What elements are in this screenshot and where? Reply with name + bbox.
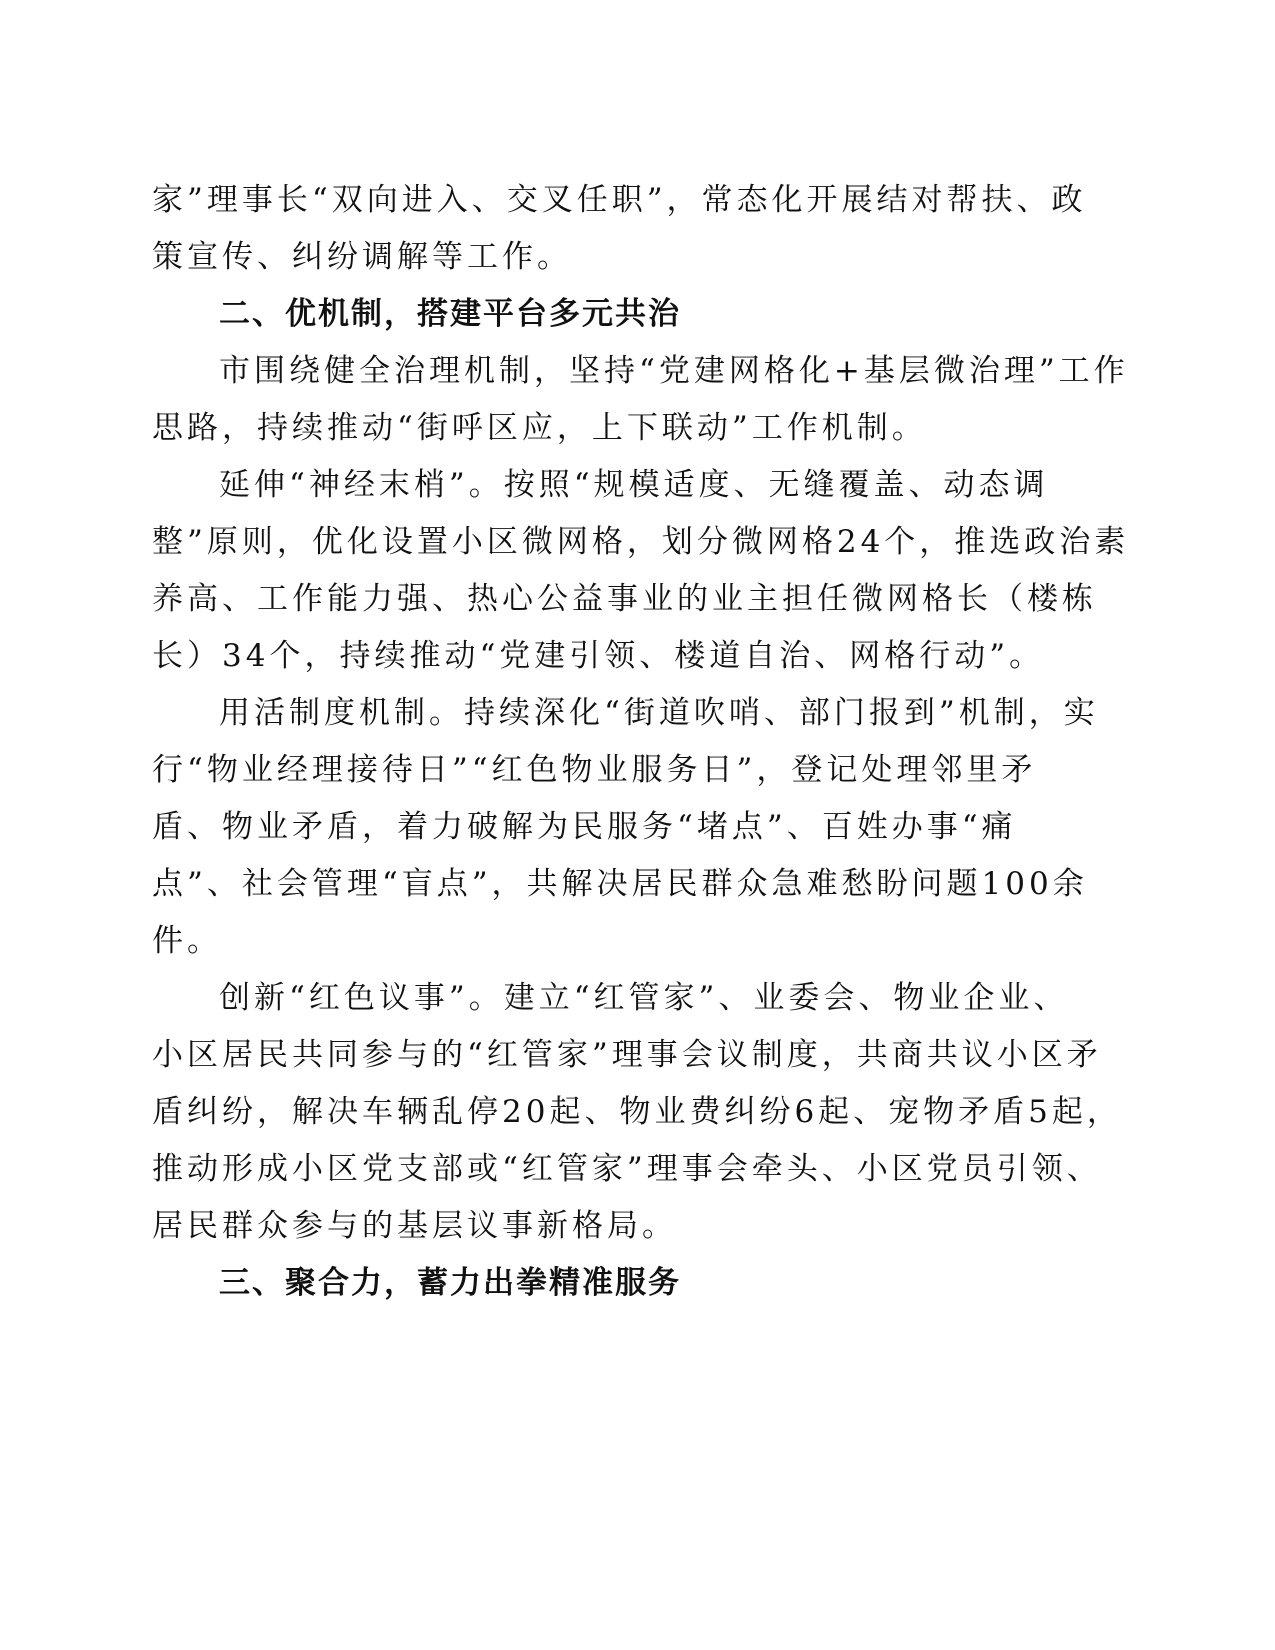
paragraph-line: 养高、工作能力强、热心公益事业的业主担任微网格长（楼栋: [152, 581, 1097, 617]
paragraph-line: 家”理事长“双向进入、交叉任职”，常态化开展结对帮扶、政: [152, 182, 1087, 218]
paragraph-line: 用活制度机制。持续深化“街道吹哨、部门报到”机制，实: [219, 695, 1099, 731]
paragraph-line: 长）34个，持续推动“党建引领、楼道自治、网格行动”。: [152, 638, 1045, 674]
paragraph-line: 整”原则，优化设置小区微网格，划分微网格24个，推选政治素: [152, 524, 1130, 560]
section-heading-3: 三、聚合力，蓄力出拳精准服务: [219, 1265, 681, 1301]
section-heading-2: 二、优机制，搭建平台多元共治: [219, 296, 681, 332]
paragraph-line: 盾纠纷，解决车辆乱停20起、物业费纠纷6起、宠物矛盾5起，: [152, 1094, 1122, 1130]
paragraph-line: 件。: [152, 923, 222, 959]
paragraph-line: 策宣传、纠纷调解等工作。: [152, 239, 572, 275]
paragraph-line: 延伸“神经末梢”。按照“规模适度、无缝覆盖、动态调: [219, 467, 1049, 503]
paragraph-line: 思路，持续推动“街呼区应，上下联动”工作机制。: [152, 410, 927, 446]
paragraph-line: 创新“红色议事”。建立“红管家”、业委会、物业企业、: [219, 980, 1069, 1016]
paragraph-line: 盾、物业矛盾，着力破解为民服务“堵点”、百姓办事“痛: [152, 809, 1017, 845]
paragraph-line: 居民群众参与的基层议事新格局。: [152, 1208, 677, 1244]
paragraph-line: 行“物业经理接待日”“红色物业服务日”，登记处理邻里矛: [152, 752, 1037, 788]
paragraph-line: 小区居民共同参与的“红管家”理事会议制度，共商共议小区矛: [152, 1037, 1102, 1073]
paragraph-line: 推动形成小区党支部或“红管家”理事会牵头、小区党员引领、: [152, 1151, 1102, 1187]
paragraph-line: 市围绕健全治理机制，坚持“党建网格化+基层微治理”工作: [219, 353, 1129, 389]
paragraph-line: 点”、社会管理“盲点”，共解决居民群众急难愁盼问题100余: [152, 866, 1088, 902]
